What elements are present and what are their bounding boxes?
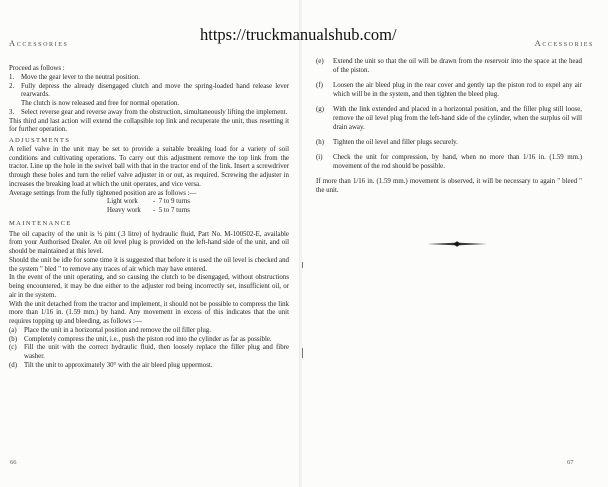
list-item (9, 109, 289, 118)
list-item (9, 327, 289, 336)
item-text: Select reverse gear and reverse away from the obstruction, simultaneously lifting the implement. (21, 108, 288, 116)
settings-table (9, 198, 289, 216)
watermark-url: https://truckmanualshub.com/ (200, 25, 397, 44)
paragraph: This third and last action will extend the collapsible top link and recuperate the unit, thus resetting it for further operation. (9, 117, 289, 134)
item-text: Check the unit for compression, by hand, when no more than 1/16 in. (1.59 mm.) movement of the rod should be possible. (333, 154, 582, 171)
paragraph: A relief valve in the unit may be set to provide a suitable breaking load for a variety of soil conditions and cultivating operations. To carry out this adjustment remove the top link from the tractor. Line up the hole in the swivel ball with that in the tractor end of the link. Insert a screwdriver through these holes and turn the relief valve adjuster in or out, as required. Screwing the adjuster in increases the breaking load at which the unit operates, and vice versa. (9, 145, 289, 188)
right-text-column (316, 58, 582, 196)
list-item (9, 336, 289, 345)
item-letter: (c) (9, 344, 17, 352)
list-item (316, 106, 582, 132)
item-text: The clutch is now released and free for normal operation. (21, 100, 180, 107)
paragraph: In the event of the unit operating, and so causing the clutch to be disengaged, without obstructions being encountered, it may be due either to the adjuster rod being incorrectly set, insufficient oil, or air in the system. (9, 274, 289, 299)
item-letter: (i) (316, 154, 323, 162)
item-text: Extend the unit so that the oil will be drawn from the reservoir into the space at the head of the piston. (333, 58, 582, 74)
table-row (107, 207, 289, 216)
section-heading: ADJUSTMENTS (9, 137, 71, 144)
turns-value: - 7 to 9 turns (153, 198, 190, 206)
paragraph: The oil capacity of the unit is ½ pint (.3 litre) of hydraulic fluid, Part No. M-100502-E, available from your Authorised Dealer. An oil level plug is provided on the left-hand side of the unit, and oil should be maintained at this level. (9, 230, 289, 255)
list-item (9, 74, 289, 83)
table-row (107, 198, 289, 207)
item-letter: (d) (9, 361, 18, 369)
page-number: 67 (567, 459, 574, 466)
running-head: Accessories (534, 38, 594, 48)
list-item (316, 139, 582, 148)
list-item (316, 154, 582, 172)
item-text: Loosen the air bleed plug in the rear cover and gently tap the piston rod to expel any air which will be in the system, and then tighten the bleed plug. (333, 82, 582, 98)
item-text: Place the unit in a horizontal position and remove the oil filler plug. (24, 326, 211, 334)
item-text: Tilt the unit to approximately 30° with the air bleed plug uppermost. (24, 361, 213, 369)
list-item (316, 82, 582, 100)
scan-mark (302, 262, 303, 268)
paragraph: With the unit detached from the tractor and implement, it should not be possible to compress the link more than 1/16 in. (1.59 mm.) by hand. Any movement in excess of this indicates that the unit requires topping up and bleeding, as follows :— (9, 300, 289, 325)
list-item (316, 58, 582, 76)
item-number: 1. (9, 73, 15, 81)
paragraph: Should the unit be idle for some time it is suggested that before it is used the oil level is checked and the system " bled " to remove any traces of air which may have entered. (9, 256, 289, 273)
right-page (302, 0, 608, 487)
scan-mark (302, 348, 303, 358)
item-number (9, 100, 21, 109)
item-number: 2. (9, 82, 15, 90)
item-text: Tighten the oil level and filler plugs securely. (333, 139, 458, 147)
turns-value: - 5 to 7 turns (153, 207, 190, 214)
item-number: 3. (9, 108, 15, 116)
list-item (9, 100, 289, 109)
running-head: Accessories (9, 38, 69, 48)
proceed-line: Proceed as follows : (9, 65, 65, 72)
item-text: Fully depress the already disengaged clutch and move the spring-loaded hand release lever rearwards. (21, 82, 289, 99)
left-text-column (9, 65, 289, 371)
page-number: 66 (10, 459, 17, 466)
section-heading: MAINTENANCE (9, 219, 72, 227)
work-type: Light work (107, 198, 138, 206)
paragraph: If more than 1/16 in. (1.59 mm.) movement is observed, it will be necessary to again " bleed " the unit. (316, 178, 582, 195)
list-item (9, 344, 289, 362)
ornament-divider (427, 240, 487, 248)
item-letter: (a) (9, 326, 17, 334)
paragraph: Average settings from the fully tightened position are as follows :— (9, 189, 197, 197)
item-letter: (b) (9, 335, 18, 343)
item-letter: (e) (316, 58, 324, 65)
item-text: Fill the unit with the correct hydraulic fluid, then loosely replace the filler plug and fibre washer. (24, 344, 289, 360)
item-text: Completely compress the unit, i.e., push the piston rod into the cylinder as far as possible. (24, 335, 272, 343)
item-letter: (h) (316, 139, 325, 147)
list-item (9, 362, 289, 371)
item-text: Move the gear lever to the neutral position. (21, 73, 141, 81)
work-type: Heavy work (107, 207, 141, 214)
item-text: With the link extended and placed in a horizontal position, and the filler plug still loose, remove the oil level plug from the left-hand side of the cylinder, when the surplus oil will drain away. (333, 106, 582, 131)
item-letter: (g) (316, 106, 325, 114)
left-page (0, 0, 300, 487)
item-letter: (f) (316, 82, 323, 90)
list-item (9, 83, 289, 101)
